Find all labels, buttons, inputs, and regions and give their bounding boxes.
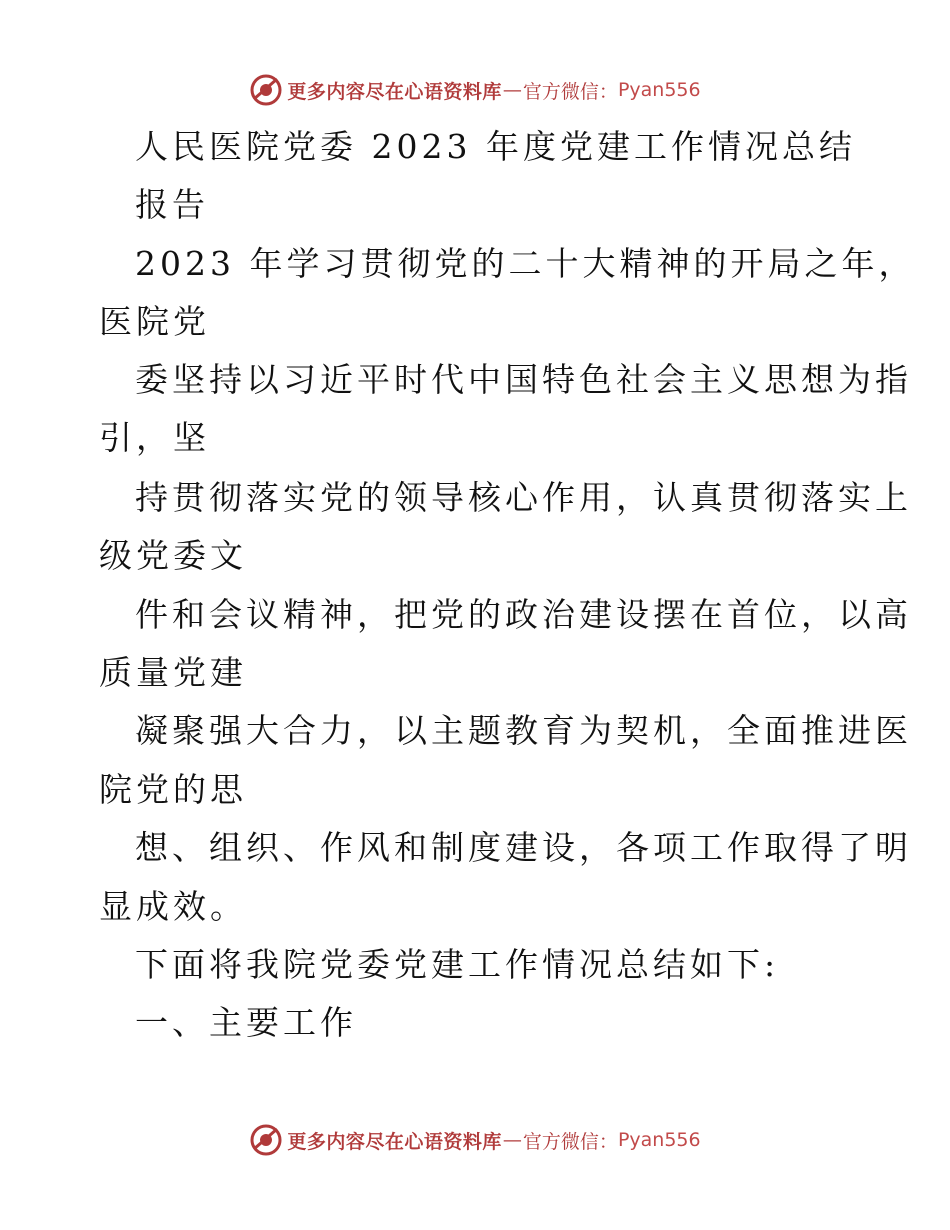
- watermark-separator: —: [502, 1129, 522, 1151]
- watermark-wechat-label: 官方微信：: [522, 1130, 618, 1153]
- body-line: 级党委文: [99, 536, 247, 575]
- body-line: 想、组织、作风和制度建设，各项工作取得了明: [135, 828, 912, 867]
- watermark-wechat-id: Pyan556: [617, 79, 701, 101]
- watermark-wechat-label: 官方微信：: [522, 80, 618, 103]
- watermark-text: 更多内容尽在心语资料库: [287, 1130, 502, 1153]
- body-line: 医院党: [99, 302, 210, 341]
- document-title-continued: 报告: [135, 185, 209, 224]
- footer-watermark: [0, 1120, 950, 1160]
- section-heading: 一、主要工作: [135, 1003, 357, 1042]
- watermark-separator: —: [502, 79, 522, 101]
- body-line: 院党的思: [99, 770, 247, 809]
- header-watermark: [0, 70, 950, 110]
- watermark-text: 更多内容尽在心语资料库: [287, 80, 502, 103]
- logo-icon: [249, 1123, 283, 1157]
- body-line: 凝聚强大合力，以主题教育为契机，全面推进医: [135, 711, 912, 750]
- body-line: 引，坚: [99, 418, 210, 457]
- body-line: 件和会议精神，把党的政治建设摆在首位，以高: [135, 595, 912, 634]
- body-line: 显成效。: [99, 887, 247, 926]
- body-line: 2023 年学习贯彻党的二十大精神的开局之年，: [135, 244, 916, 283]
- document-title: 人民医院党委 2023 年度党建工作情况总结: [135, 127, 856, 166]
- watermark-wechat-id: Pyan556: [617, 1129, 701, 1151]
- logo-icon: [249, 73, 283, 107]
- body-line: 质量党建: [99, 653, 247, 692]
- body-line: 委坚持以习近平时代中国特色社会主义思想为指: [135, 360, 912, 399]
- body-line: 下面将我院党委党建工作情况总结如下:: [135, 945, 780, 984]
- body-line: 持贯彻落实党的领导核心作用，认真贯彻落实上: [135, 478, 912, 517]
